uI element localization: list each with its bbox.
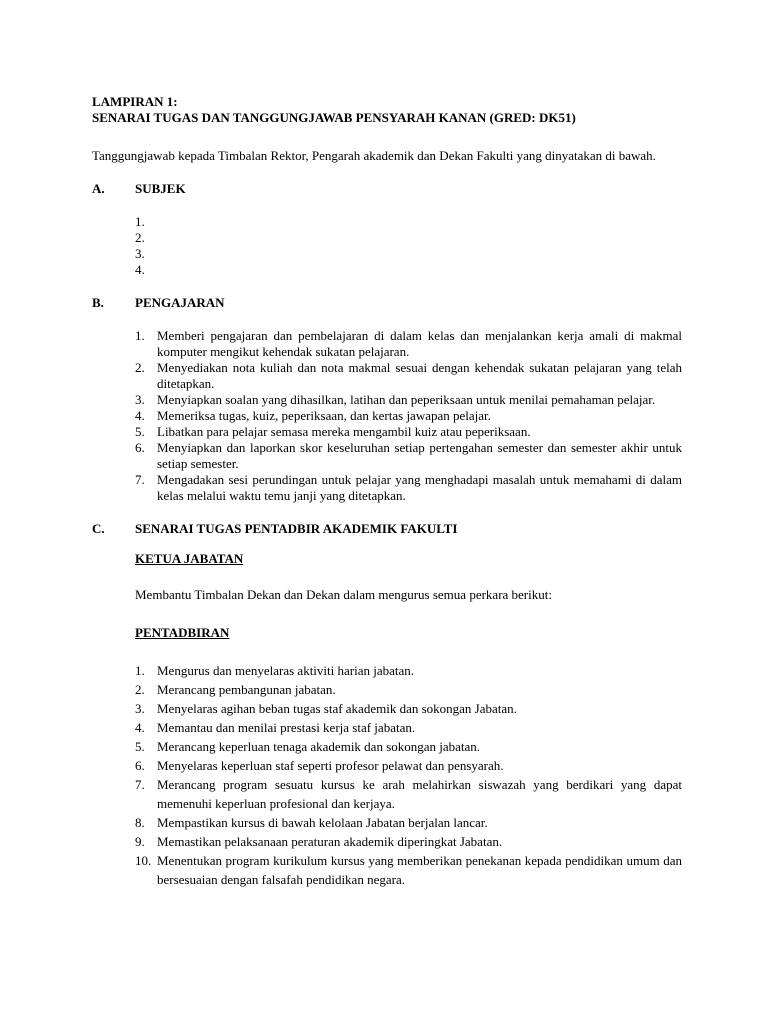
item-number: 1. <box>135 663 145 678</box>
document-label: LAMPIRAN 1: <box>92 94 178 109</box>
list-item: 4. <box>135 262 145 277</box>
list-item <box>135 360 682 392</box>
item-number: 3. <box>135 701 145 716</box>
item-number: 10. <box>135 853 152 868</box>
administration-list <box>92 661 682 889</box>
list-item <box>135 440 682 472</box>
section-a-letter: A. <box>92 181 105 196</box>
item-number: 3. <box>135 392 145 407</box>
item-text: Memastikan pelaksanaan peraturan akademik diperingkat Jabatan. <box>157 834 503 849</box>
item-number: 6. <box>135 440 145 455</box>
item-number: 9. <box>135 834 145 849</box>
item-number: 7. <box>135 777 145 792</box>
subject-list <box>92 214 682 278</box>
item-text: Menyelaras agihan beban tugas staf akademik dan sokongan Jabatan. <box>157 701 517 716</box>
item-text: Merancang keperluan tenaga akademik dan sokongan jabatan. <box>157 739 481 754</box>
list-item <box>135 737 682 756</box>
list-item <box>135 328 682 360</box>
item-number: 5. <box>135 739 145 754</box>
document-title: SENARAI TUGAS DAN TANGGUNGJAWAB PENSYARAH KANAN (GRED: DK51) <box>92 110 576 125</box>
item-text: Memeriksa tugas, kuiz, peperiksaan, dan kertas jawapan pelajar. <box>157 408 491 423</box>
item-text: Libatkan para pelajar semasa mereka mengambil kuiz atau peperiksaan. <box>157 424 531 439</box>
list-item: 3. <box>135 246 145 261</box>
list-item <box>135 680 682 699</box>
section-b-letter: B. <box>92 295 104 310</box>
item-number: 4. <box>135 720 145 735</box>
subheading-ketua-jabatan: KETUA JABATAN <box>135 551 244 566</box>
item-number: 4. <box>135 408 145 423</box>
section-a-title: SUBJEK <box>135 181 186 196</box>
list-item <box>135 392 682 408</box>
list-item <box>135 699 682 718</box>
item-number: 1. <box>135 328 145 343</box>
item-text: Memantau dan menilai prestasi kerja staf jabatan. <box>157 720 416 735</box>
item-text: Mengadakan sesi perundingan untuk pelajar yang menghadapi masalah untuk memahami di dalam kelas melalui waktu temu janji yang ditetapkan. <box>157 472 682 503</box>
section-b-heading <box>92 295 682 311</box>
ketua-jabatan-description: Membantu Timbalan Dekan dan Dekan dalam mengurus semua perkara berikut: <box>135 587 552 602</box>
item-number: 7. <box>135 472 145 487</box>
item-text: Menyediakan nota kuliah dan nota makmal sesuai dengan kehendak sukatan pelajaran yang telah ditetapkan. <box>157 360 682 391</box>
item-text: Merancang program sesuatu kursus ke arah melahirkan siswazah yang berdikari yang dapat memenuhi keperluan profesional dan kerjaya. <box>157 777 682 811</box>
list-item <box>135 813 682 832</box>
section-c-title: SENARAI TUGAS PENTADBIR AKADEMIK FAKULTI <box>135 521 458 536</box>
item-text: Mengurus dan menyelaras aktiviti harian jabatan. <box>157 663 415 678</box>
list-item <box>135 472 682 504</box>
item-number: 2. <box>135 360 145 375</box>
section-a-heading <box>92 181 682 197</box>
item-number: 8. <box>135 815 145 830</box>
list-item <box>135 851 682 889</box>
list-item <box>135 408 682 424</box>
item-number: 2. <box>135 682 145 697</box>
item-text: Menentukan program kurikulum kursus yang memberikan penekanan kepada pendidikan umum dan bersesuaian dengan falsafah pendidikan negara. <box>157 853 682 887</box>
teaching-list <box>92 328 682 504</box>
list-item <box>135 832 682 851</box>
subheading-pentadbiran: PENTADBIRAN <box>135 625 230 640</box>
item-text: Mempastikan kursus di bawah kelolaan Jabatan berjalan lancar. <box>157 815 488 830</box>
list-item <box>135 661 682 680</box>
intro-paragraph: Tanggungjawab kepada Timbalan Rektor, Pengarah akademik dan Dekan Fakulti yang dinyatakan di bawah. <box>92 148 656 163</box>
list-item: 1. <box>135 214 145 229</box>
list-item <box>135 756 682 775</box>
item-text: Menyiapkan dan laporkan skor keseluruhan setiap pertengahan semester dan semester akhir untuk setiap semester. <box>157 440 682 471</box>
list-item <box>135 424 682 440</box>
section-c-letter: C. <box>92 521 105 536</box>
item-number: 5. <box>135 424 145 439</box>
document-page <box>92 94 682 889</box>
section-c-heading <box>92 521 682 537</box>
list-item: 2. <box>135 230 145 245</box>
item-text: Merancang pembangunan jabatan. <box>157 682 336 697</box>
item-text: Memberi pengajaran dan pembelajaran di dalam kelas dan menjalankan kerja amali di makmal komputer mengikut kehendak sukatan pelajaran. <box>157 328 682 359</box>
item-text: Menyelaras keperluan staf seperti profesor pelawat dan pensyarah. <box>157 758 504 773</box>
list-item <box>135 775 682 813</box>
item-number: 6. <box>135 758 145 773</box>
list-item <box>135 718 682 737</box>
section-b-title: PENGAJARAN <box>135 295 225 310</box>
item-text: Menyiapkan soalan yang dihasilkan, latihan dan peperiksaan untuk menilai pemahaman pelajar. <box>157 392 656 407</box>
